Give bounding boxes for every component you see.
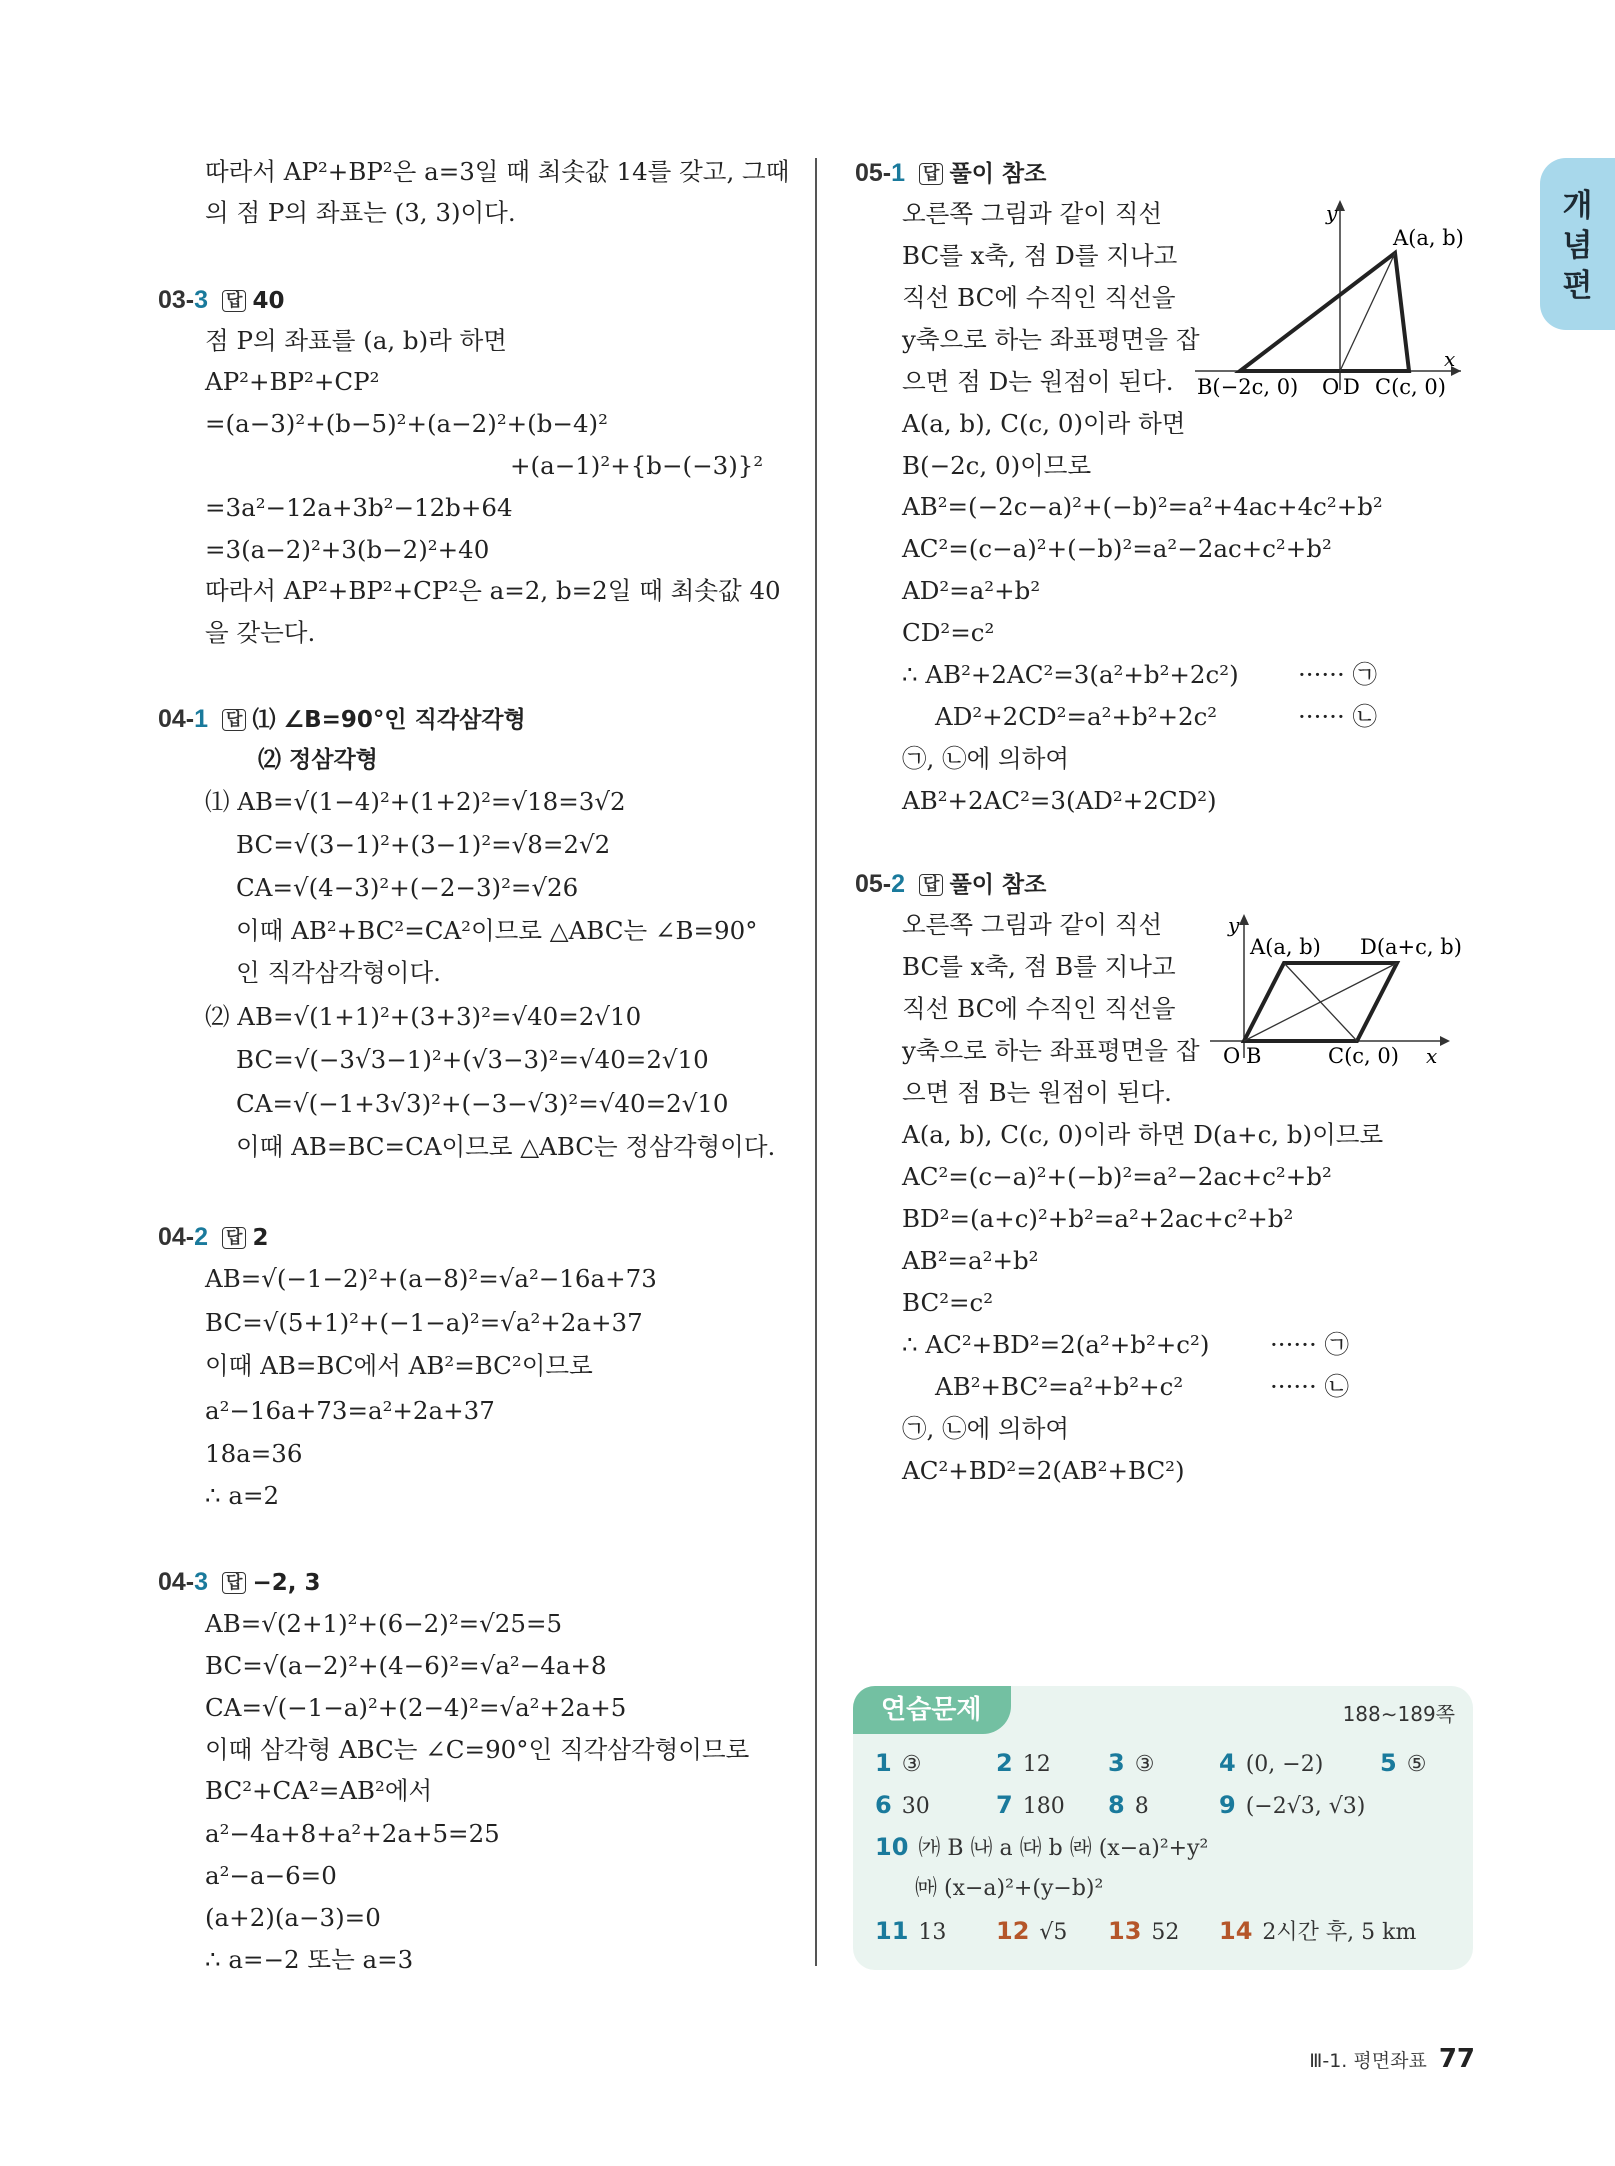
origin-label: O [1322,375,1340,399]
text-line: ∴ AB²+2AC²=3(a²+b²+2c²) [902,660,1239,689]
text-line: (a+2)(a−3)=0 [205,1903,381,1932]
list-item: 8 8 [1108,1791,1149,1819]
text-line: 으면 점 D는 원점이 된다. [902,367,1174,396]
text-line: ∴ a=−2 또는 a=3 [205,1945,414,1974]
text-line: 따라서 AP²+BP²은 a=3일 때 최솟값 14를 갖고, 그때 [205,157,790,186]
list-item: 11 13 [875,1917,947,1945]
text-line: 따라서 AP²+BP²+CP²은 a=2, b=2일 때 최솟값 40 [205,576,781,605]
list-item: ㈒ (x−a)²+(y−b)² [915,1876,1104,1901]
tab-char-1: 개 [1562,188,1593,224]
text-line: BC=√(−3√3−1)²+(√3−3)²=√40=2√10 [236,1045,709,1074]
text-line: 이때 AB²+BC²=CA²이므로 △ABC는 ∠B=90° [236,916,758,945]
text-line: CA=√(−1+3√3)²+(−3−√3)²=√40=2√10 [236,1089,729,1118]
list-item: 4 (0, −2) [1219,1749,1324,1777]
text-line: BC²=c² [902,1288,994,1317]
text-line: A(a, b), C(c, 0)이라 하면 D(a+c, b)이므로 [902,1120,1384,1149]
point-d-label: D(a+c, b) [1360,935,1462,959]
y-label: y [1228,913,1240,937]
text-line: BD²=(a+c)²+b²=a²+2ac+c²+b² [902,1204,1294,1233]
answer: 풀이 참조 [949,161,1047,187]
tab-char-3: 편 [1562,268,1593,304]
text-line: 직선 BC에 수직인 직선을 [902,994,1176,1023]
equation-mark: ······ ㉠ [1270,1330,1350,1359]
text-line: 을 갖는다. [205,618,316,647]
list-item: 9 (−2√3, √3) [1219,1791,1366,1819]
text-line: 의 점 P의 좌표는 (3, 3)이다. [205,198,516,227]
text-line: BC를 x축, 점 B를 지나고 [902,952,1176,981]
equation-mark: ······ ㉡ [1298,702,1378,731]
point-a-label: A(a, b) [1250,935,1321,959]
triangle-abc [1240,253,1409,371]
text-line: AB²=(−2c−a)²+(−b)²=a²+4ac+4c²+b² [902,492,1383,521]
text-line: ⑵ AB=√(1+1)²+(3+3)²=√40=2√10 [205,1002,642,1031]
page-footer [1309,2044,1475,2074]
list-item: 2 12 [996,1749,1051,1777]
text-line: 직선 BC에 수직인 직선을 [902,283,1176,312]
column-divider [815,158,817,1966]
text-line: y축으로 하는 좌표평면을 잡 [902,325,1200,354]
text-line: AB²+2AC²=3(AD²+2CD²) [902,786,1217,815]
list-item: 5 ⑤ [1380,1749,1427,1777]
text-line: AB=√(2+1)²+(6−2)²=√25=5 [205,1609,563,1638]
answer: −2, 3 [252,1570,321,1596]
diagonal-ac [1284,963,1357,1041]
text-line: a²−4a+8+a²+2a+5=25 [205,1819,500,1848]
x-label: x [1426,1044,1438,1068]
point-c-label: C(c, 0) [1328,1044,1399,1068]
text-line: CA=√(4−3)²+(−2−3)²=√26 [236,873,579,902]
text-line: AB²=a²+b² [902,1246,1039,1275]
text-line: BC²+CA²=AB²에서 [205,1776,433,1805]
problem-header-04-2: 04-2 답 2 [158,1223,269,1251]
text-line: AD²=a²+b² [902,576,1041,605]
text-line: y축으로 하는 좌표평면을 잡 [902,1036,1200,1065]
list-item: 12 √5 [996,1917,1068,1945]
text-line: AD²+2CD²=a²+b²+2c² [935,702,1218,731]
text-line: ∴ a=2 [205,1481,280,1510]
practice-answers-box [853,1686,1473,1970]
text-line: BC=√(5+1)²+(−1−a)²=√a²+2a+37 [205,1308,643,1337]
text-line: AB=√(−1−2)²+(a−8)²=√a²−16a+73 [205,1264,657,1293]
answer: ⑴ ∠B=90°인 직각삼각형 [252,707,526,733]
parallelogram-diagram [1210,910,1485,1075]
answer-badge: 답 [222,290,246,312]
point-d-label: D [1343,375,1360,399]
text-line: 이때 삼각형 ABC는 ∠C=90°인 직각삼각형이므로 [205,1735,750,1764]
answer: 40 [252,288,285,314]
text-line: 오른쪽 그림과 같이 직선 [902,199,1163,228]
list-item: 7 180 [996,1791,1065,1819]
problem-header-05-2: 05-2 답 풀이 참조 [855,870,1047,898]
equation-mark: ······ ㉠ [1298,660,1378,689]
text-line: =3(a−2)²+3(b−2)²+40 [205,535,490,564]
list-item: 6 30 [875,1791,930,1819]
text-line: +(a−1)²+{b−(−3)}² [510,451,764,480]
text-line: 18a=36 [205,1439,303,1468]
point-c-label: C(c, 0) [1375,375,1446,399]
text-line: BC=√(a−2)²+(4−6)²=√a²−4a+8 [205,1651,607,1680]
text-line: ⑴ AB=√(1−4)²+(1+2)²=√18=3√2 [205,787,626,816]
text-line: BC를 x축, 점 D를 지나고 [902,241,1178,270]
list-item: 10 ㈎ B ㈏ a ㈐ b ㈑ (x−a)²+y² [875,1833,1209,1861]
text-line: 오른쪽 그림과 같이 직선 [902,910,1163,939]
text-line: CD²=c² [902,618,995,647]
equation-mark: ······ ㉡ [1270,1372,1350,1401]
answer-badge: 답 [919,163,943,185]
text-line: =3a²−12a+3b²−12b+64 [205,493,513,522]
text-line: AC²+BD²=2(AB²+BC²) [902,1456,1185,1485]
text-line: 이때 AB=BC에서 AB²=BC²이므로 [205,1351,593,1380]
answer-badge: 답 [222,709,246,731]
practice-title: 연습문제 [853,1686,1011,1734]
text-line: AP²+BP²+CP² [205,367,380,396]
x-label: x [1444,347,1456,371]
point-a-label: A(a, b) [1393,226,1464,250]
problem-header-05-1: 05-1 답 풀이 참조 [855,159,1047,187]
text-line: ㉠, ㉡에 의하여 [902,744,1070,773]
answer: 2 [252,1225,269,1251]
point-b-label: B [1246,1044,1262,1068]
text-line: A(a, b), C(c, 0)이라 하면 [902,409,1186,438]
segment-ad [1340,253,1395,371]
problem-header-04-1: 04-1 답 ⑴ ∠B=90°인 직각삼각형 [158,705,526,733]
list-item: 14 2시간 후, 5 km [1219,1917,1417,1945]
text-line: AC²=(c−a)²+(−b)²=a²−2ac+c²+b² [902,534,1332,563]
problem-header-04-3: 04-3 답 −2, 3 [158,1568,321,1596]
text-line: 이때 AB=BC=CA이므로 △ABC는 정삼각형이다. [236,1132,776,1161]
text-line: ㉠, ㉡에 의하여 [902,1414,1070,1443]
chapter-tab [1540,158,1615,330]
text-line: a²−a−6=0 [205,1861,337,1890]
text-line: CA=√(−1−a)²+(2−4)²=√a²+2a+5 [205,1693,627,1722]
text-line: B(−2c, 0)이므로 [902,451,1092,480]
list-item: 3 ③ [1108,1749,1155,1777]
y-label: y [1326,201,1338,225]
text-line: 점 P의 좌표를 (a, b)라 하면 [205,326,507,355]
text-line: 인 직각삼각형이다. [236,958,441,987]
answer-badge: 답 [919,874,943,896]
text-line: AB²+BC²=a²+b²+c² [935,1372,1184,1401]
y-axis-arrow-icon [1239,914,1249,925]
text-line: ∴ AC²+BD²=2(a²+b²+c²) [902,1330,1210,1359]
list-item: 13 52 [1108,1917,1180,1945]
text-line: =(a−3)²+(b−5)²+(a−2)²+(b−4)² [205,409,608,438]
point-b-label: B(−2c, 0) [1197,375,1299,399]
text-line: 으면 점 B는 원점이 된다. [902,1078,1172,1107]
answer-badge: 답 [222,1227,246,1249]
page-number: 77 [1438,2044,1475,2074]
list-item: 1 ③ [875,1749,922,1777]
text-line: a²−16a+73=a²+2a+37 [205,1396,495,1425]
x-axis-arrow-icon [1440,1036,1450,1046]
problem-header-03-3: 03-3 답 40 [158,286,285,314]
practice-pages: 188∼189쪽 [1342,1702,1455,1726]
text-line: BC=√(3−1)²+(3−1)²=√8=2√2 [236,830,611,859]
answer: ⑵ 정삼각형 [258,747,378,773]
origin-label: O [1223,1044,1241,1068]
triangle-diagram [1195,198,1475,408]
section-label: Ⅲ-1. 평면좌표 [1309,2050,1427,2072]
text-line: AC²=(c−a)²+(−b)²=a²−2ac+c²+b² [902,1162,1332,1191]
tab-char-2: 념 [1562,228,1593,264]
answer: 풀이 참조 [949,872,1047,898]
answer-badge: 답 [222,1572,246,1594]
